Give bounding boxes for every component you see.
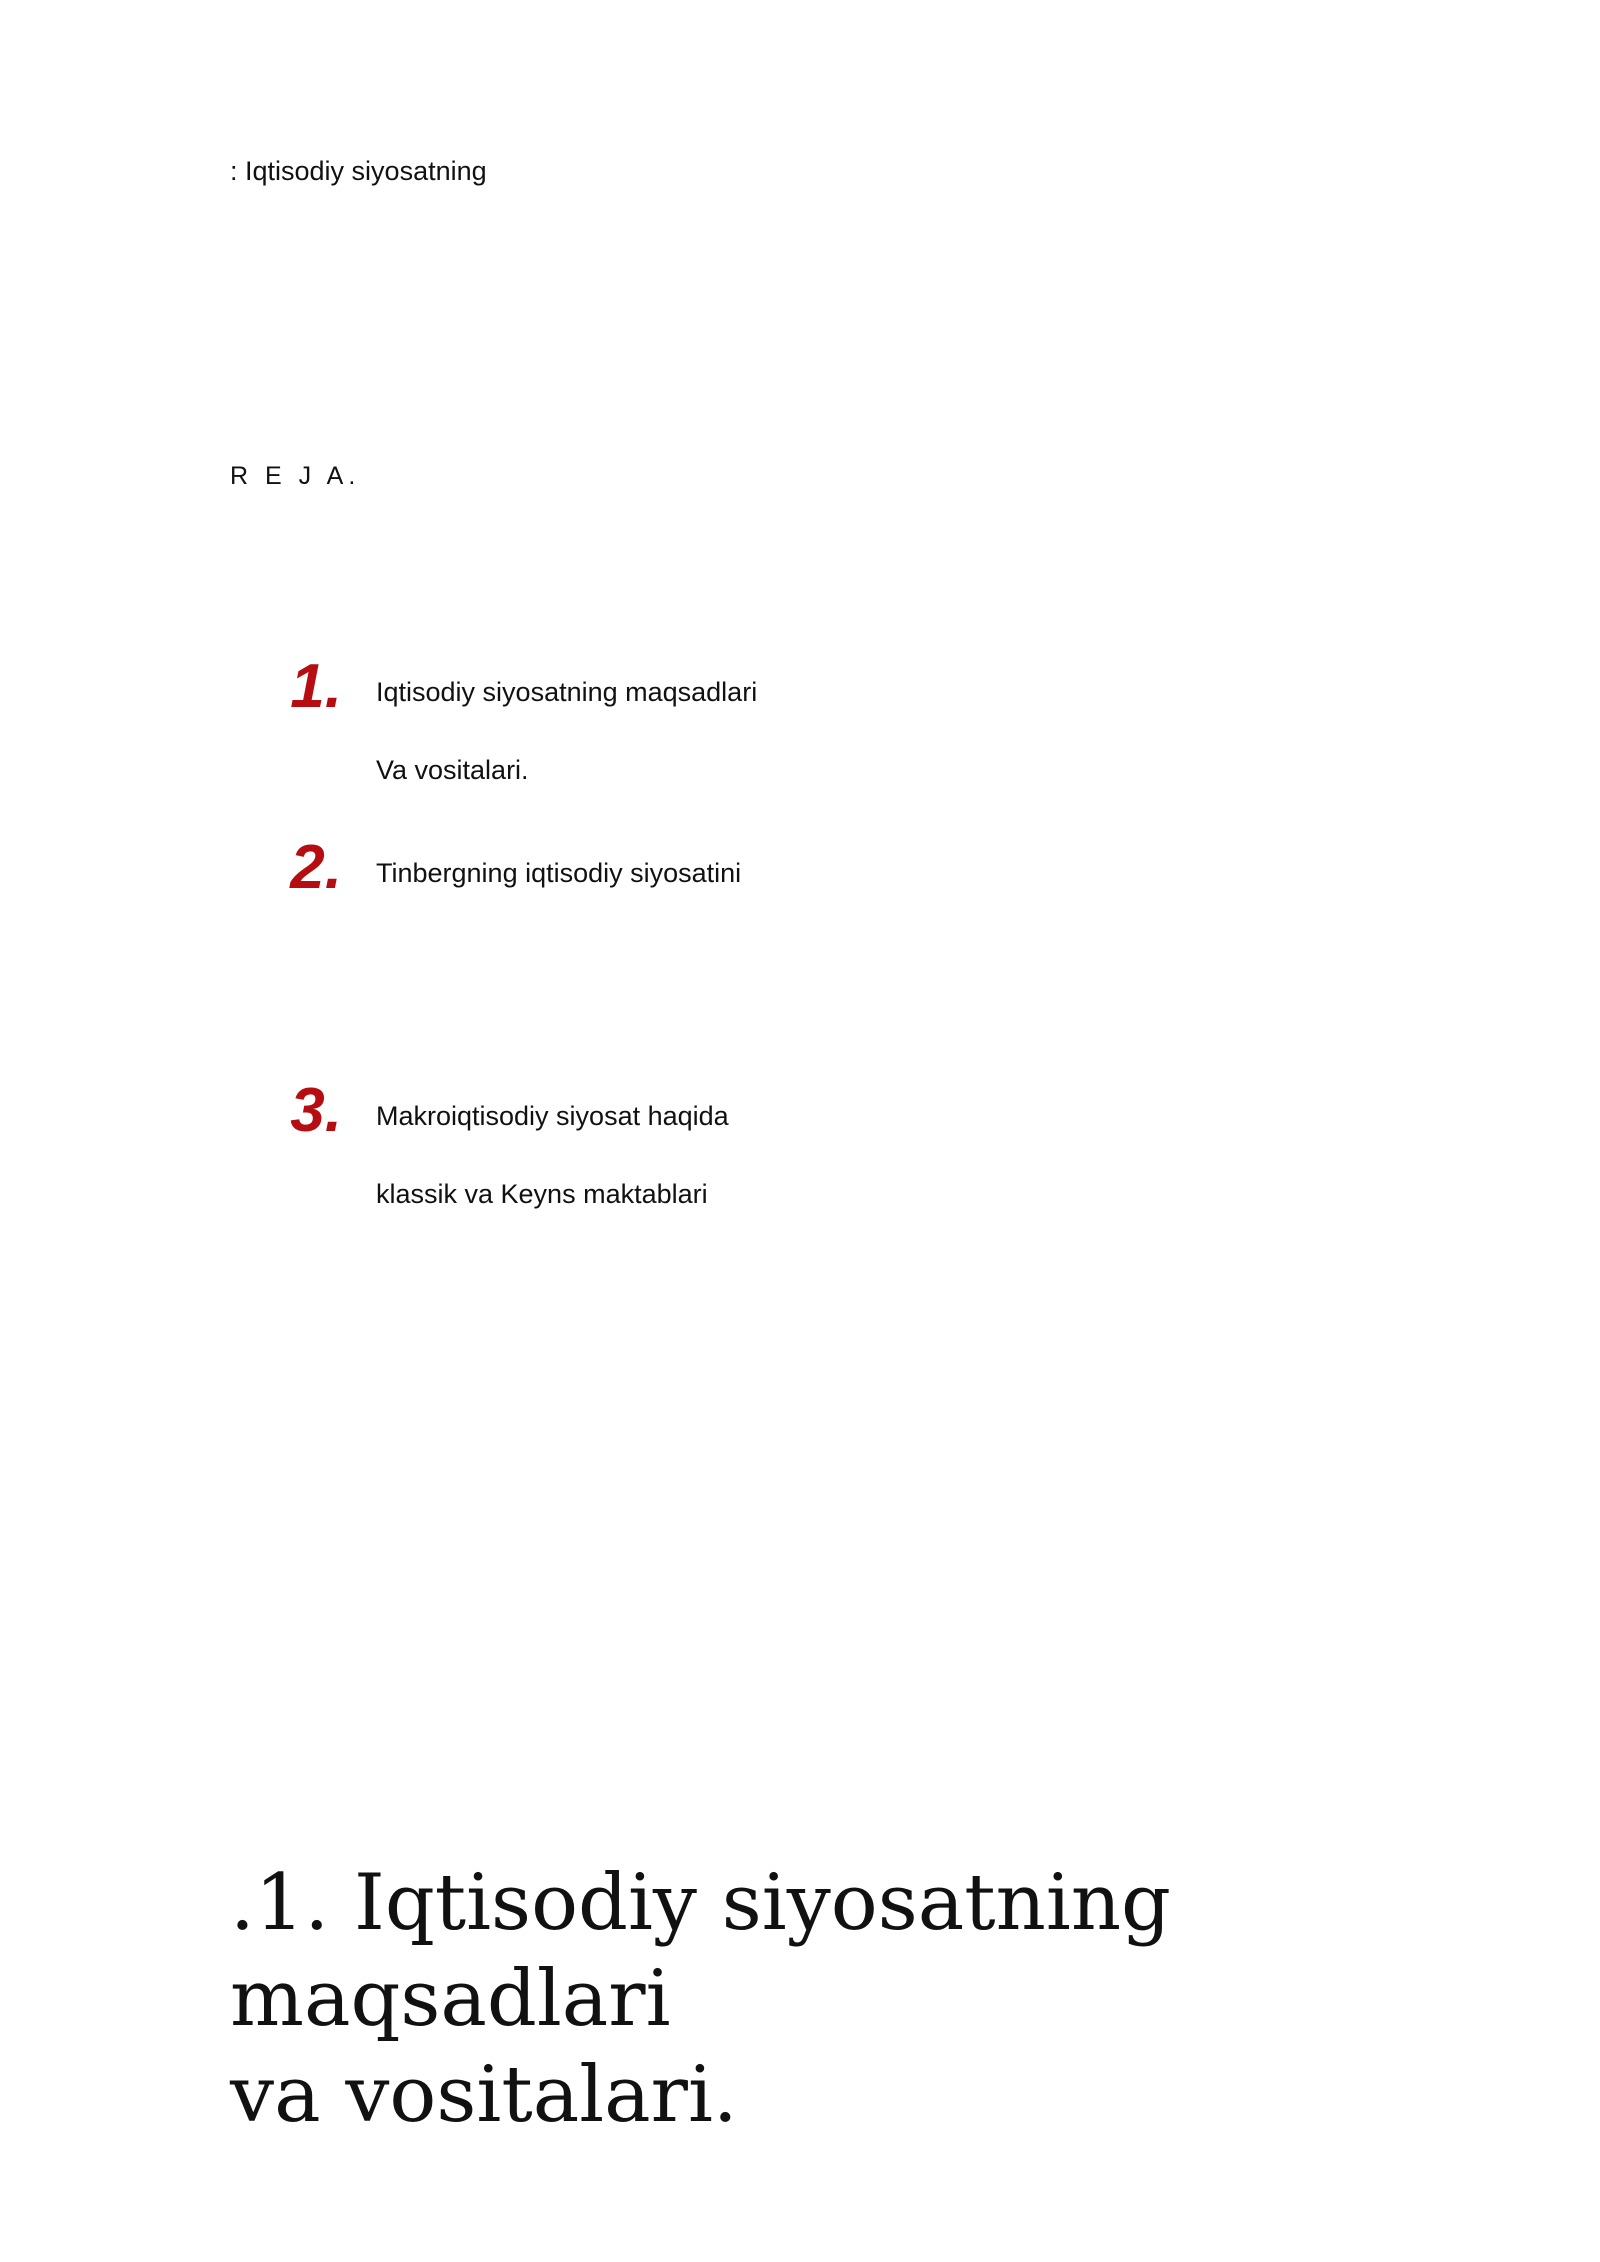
section-heading-line-1: .1. Iqtisodiy siyosatning maqsadlari	[230, 1858, 1171, 2044]
plan-item-2-line-1: Tinbergning iqtisodiy siyosatini	[376, 858, 742, 888]
plan-number-3: 3.	[290, 1076, 342, 1145]
plan-item-3-line-1: Makroiqtisodiy siyosat haqida	[376, 1101, 729, 1131]
plan-item-3	[270, 1076, 1070, 1216]
plan-item-1-line-1: Iqtisodiy siyosatning maqsadlari	[376, 677, 758, 707]
plan-item-1-line-2: Va vositalari.	[376, 755, 529, 785]
section-heading-line-2: va vositalari.	[230, 2050, 738, 2140]
section-heading	[230, 1855, 1530, 2143]
plan-item-2	[270, 833, 1070, 973]
plan-item-3-line-2: klassik va Keyns maktablari	[376, 1179, 708, 1209]
plan-number-1: 1.	[290, 652, 342, 721]
plan-item-1	[270, 652, 1070, 792]
plan-number-2: 2.	[290, 833, 342, 902]
plan-title: R E J A.	[230, 462, 361, 490]
topic-line: : Iqtisodiy siyosatning	[230, 156, 487, 186]
